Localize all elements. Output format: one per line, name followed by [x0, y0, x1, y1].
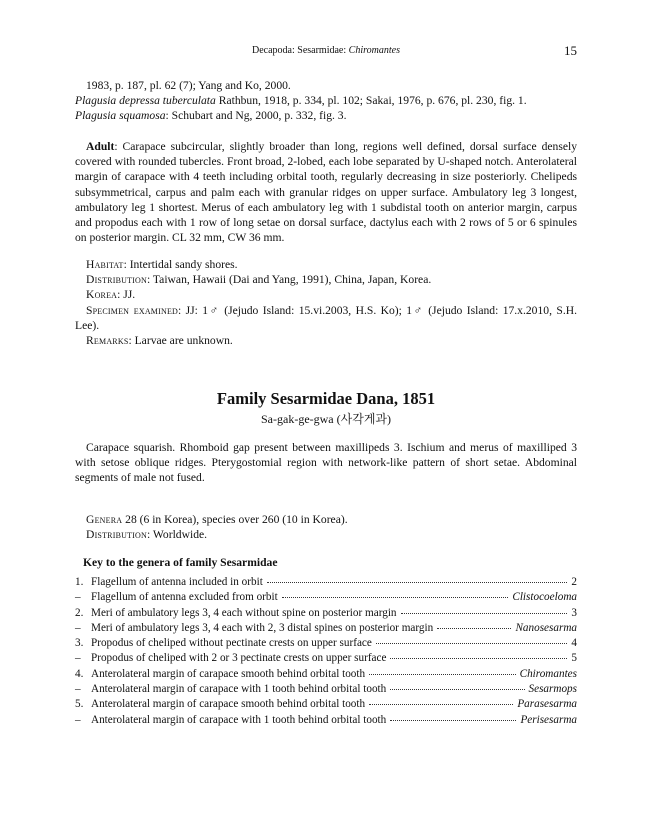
- key-result-couplet: 4: [571, 637, 577, 650]
- key-couplet-number: 5.: [75, 698, 84, 711]
- key-character-text: Anterolateral margin of carapace smooth behind orbital tooth: [91, 698, 366, 711]
- habitat-label: Habitat: [86, 258, 124, 271]
- key-couplet-number: 4.: [75, 667, 84, 680]
- key-result-genus: Parasesarma: [517, 698, 577, 711]
- genera-label: Genera: [86, 513, 123, 526]
- korea-label: Korea: [86, 288, 118, 302]
- key-couplet-number: –: [75, 621, 81, 634]
- key-row: [75, 683, 577, 698]
- key-title: Key to the genera of family Sesarmidae: [83, 556, 278, 569]
- key-leader-dots: [390, 657, 567, 659]
- family-title: Family Sesarmidae Dana, 1851: [216, 389, 436, 408]
- distribution-line: [75, 272, 577, 287]
- adult-text: : Carapace subcircular, slightly broader than long, regions well defined, dorsal surface densely covered with rounded tubercles. Front broad, 2-lobed, each lobe separated by U-shaped notch. Anterolateral margin of carapace with 4 teeth including orbital tooth, regularly decreasing in size posteriorly. Chelipeds subsymmetrical, carpus and palm each with granular ridges on upper surface. Ambulatory leg 3 longest, ambulatory leg 1 shortest. Merus of each ambulatory leg with 1 subdistal tooth on anterior margin, carpus and propodus each with 1 row of long setae on dorsal surface, dactylus each with 2 rows of 5 or 6 spinules on posterior margin. CL 32 mm, CW 36 mm.: [75, 140, 577, 245]
- key-result-genus: Sesarmops: [528, 683, 577, 696]
- reference-text: Rathbun, 1918, p. 334, pl. 102; Sakai, 1976, p. 676, pl. 230, fig. 1.: [215, 94, 527, 108]
- key-couplet-number: 3.: [75, 637, 84, 650]
- habitat-text: : Intertidal sandy shores.: [123, 258, 238, 271]
- key-row: [75, 591, 577, 606]
- key-character-text: Propodus of cheliped without pectinate crests on upper surface: [91, 637, 372, 650]
- key-leader-dots: [401, 612, 568, 614]
- key-character-text: Flagellum of antenna excluded from orbit: [91, 591, 278, 604]
- specimen-text: : JJ: 1♂ (Jejudo Island: 15.vi.2003, H.S. Ko); 1♂ (Jejudo Island: 17.x.2010, S.H. Lee).: [75, 303, 577, 332]
- family-info: [75, 512, 577, 542]
- key-result-genus: Perisesarma: [520, 713, 577, 726]
- distribution-label: Distribution: [86, 273, 147, 287]
- taxon-name: Plagusia squamosa: [75, 109, 166, 123]
- key-couplet-number: 2.: [75, 606, 84, 619]
- key-character-text: Anterolateral margin of carapace with 1 tooth behind orbital tooth: [91, 713, 387, 726]
- key-row: [75, 668, 577, 683]
- taxon-name: Plagusia depressa tuberculata: [75, 94, 216, 108]
- key-character-text: Propodus of cheliped with 2 or 3 pectinate crests on upper surface: [91, 652, 387, 665]
- key-leader-dots: [390, 688, 524, 690]
- synonymy-references: [75, 78, 577, 124]
- key-leader-dots: [390, 719, 516, 721]
- korea-text: : JJ.: [117, 288, 136, 302]
- adult-paragraph: [75, 139, 577, 245]
- family-korean-name: Sa-gak-ge-gwa (사각게과): [261, 412, 391, 426]
- key-row: [75, 576, 577, 591]
- key-couplet-number: 1.: [75, 576, 84, 588]
- family-distribution-text: : Worldwide.: [147, 528, 208, 542]
- key-couplet-number: –: [75, 683, 81, 696]
- key-leader-dots: [437, 627, 511, 629]
- reference-line: 1983, p. 187, pl. 62 (7); Yang and Ko, 2000.: [86, 79, 291, 92]
- key-result-genus: Chiromantes: [519, 667, 577, 680]
- key-row: [75, 714, 577, 729]
- key-couplet-number: –: [75, 652, 81, 665]
- key-result-genus: Nanosesarma: [515, 621, 577, 634]
- family-description-text: Carapace squarish. Rhomboid gap present between maxillipeds 3. Ischium and merus of maxilliped 3 with setose oblique ridges. Pterygostomial region with network-like pattern of short setae. Abdominal segments of male not fused.: [75, 441, 577, 485]
- key-leader-dots: [267, 581, 568, 583]
- key-row: [75, 637, 577, 652]
- key-character-text: Flagellum of antenna included in orbit: [91, 576, 263, 588]
- key-result-couplet: 2: [571, 576, 577, 588]
- identification-key: [75, 576, 577, 729]
- distribution-text: : Taiwan, Hawaii (Dai and Yang, 1991), China, Japan, Korea.: [147, 273, 432, 287]
- key-leader-dots: [282, 596, 509, 598]
- key-leader-dots: [369, 703, 513, 705]
- family-distribution-line: [75, 527, 577, 542]
- habitat-line: [75, 257, 577, 272]
- key-row: [75, 607, 577, 622]
- adult-label: Adult: [86, 140, 115, 153]
- key-row: [75, 622, 577, 637]
- family-description: [75, 440, 577, 486]
- key-character-text: Anterolateral margin of carapace smooth behind orbital tooth: [91, 667, 366, 680]
- remarks-text: : Larvae are unknown.: [128, 334, 233, 348]
- key-result-couplet: 5: [571, 652, 577, 665]
- remarks-line: [75, 333, 577, 348]
- key-character-text: Meri of ambulatory legs 3, 4 each without spine on posterior margin: [91, 606, 397, 619]
- adult-description: [75, 139, 577, 245]
- reference-line: [75, 93, 577, 108]
- key-character-text: Meri of ambulatory legs 3, 4 each with 2, 3 distal spines on posterior margin: [91, 621, 434, 634]
- key-row: [75, 652, 577, 667]
- korea-line: [75, 287, 577, 302]
- key-character-text: Anterolateral margin of carapace with 1 tooth behind orbital tooth: [91, 683, 387, 696]
- page-number: 15: [564, 43, 577, 58]
- page-header: [75, 43, 577, 59]
- reference-line: [75, 108, 577, 123]
- key-row: [75, 698, 577, 713]
- running-head-prefix: Decapoda: Sesarmidae:: [252, 45, 349, 56]
- genera-line: [75, 512, 577, 527]
- running-head: [75, 45, 577, 56]
- reference-text: : Schubart and Ng, 2000, p. 332, fig. 3.: [165, 109, 347, 123]
- species-info: [75, 257, 577, 348]
- key-couplet-number: –: [75, 713, 81, 726]
- running-head-genus: Chiromantes: [348, 45, 400, 56]
- remarks-label: Remarks: [86, 334, 129, 348]
- specimen-label: Specimen examined: [86, 303, 179, 317]
- key-leader-dots: [376, 642, 568, 644]
- specimen-line: [75, 303, 577, 333]
- key-couplet-number: –: [75, 591, 81, 604]
- key-result-genus: Clistocoeloma: [512, 591, 577, 604]
- genera-text: 28 (6 in Korea), species over 260 (10 in Korea).: [122, 513, 348, 526]
- family-distribution-label: Distribution: [86, 528, 147, 542]
- key-result-couplet: 3: [571, 606, 577, 619]
- key-leader-dots: [369, 673, 516, 675]
